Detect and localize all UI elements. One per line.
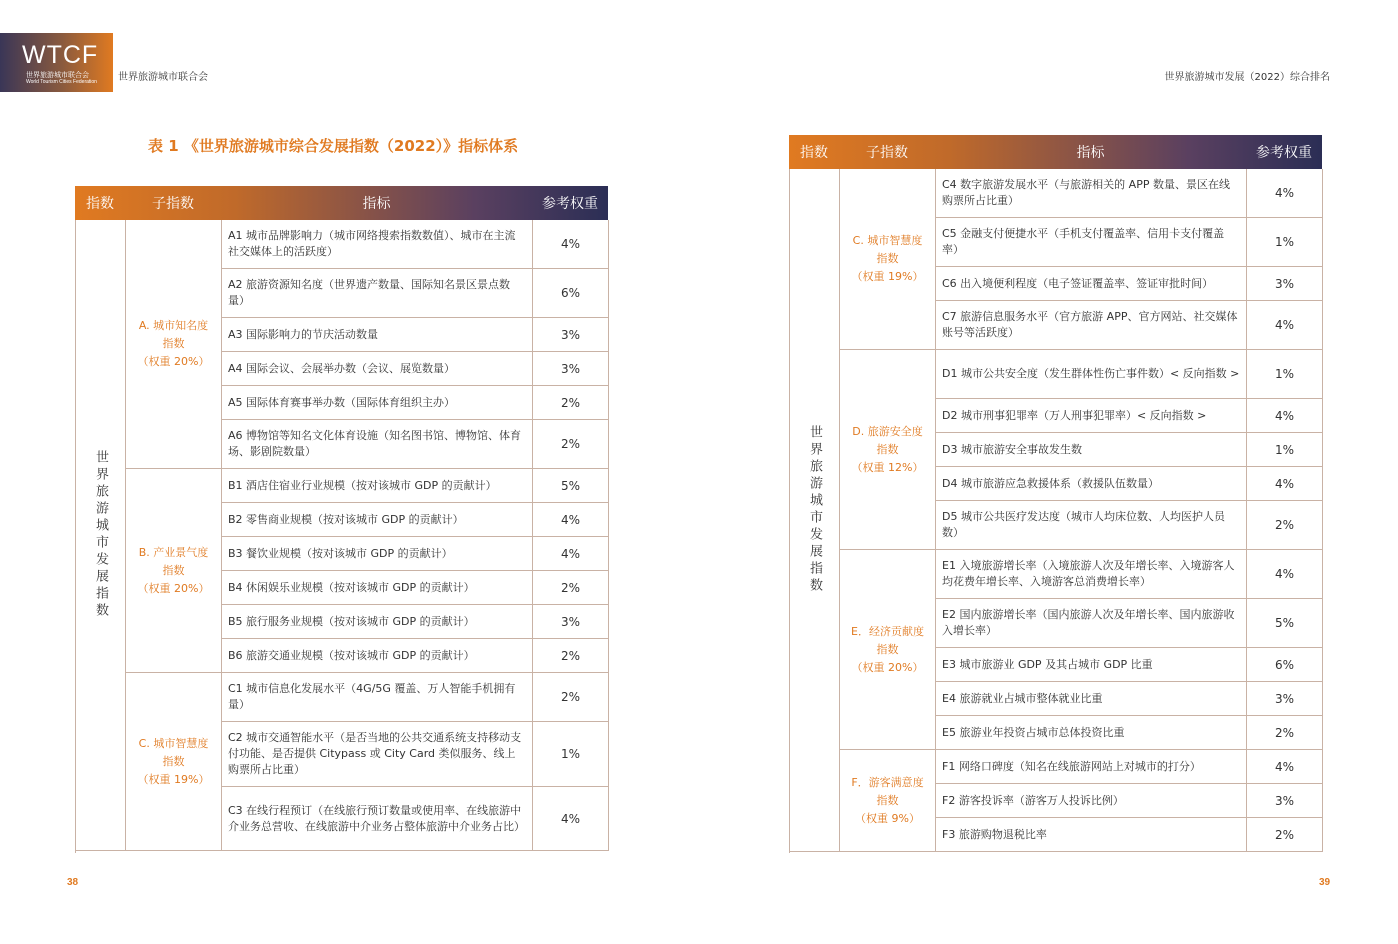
weight-cell: 4% xyxy=(1247,301,1323,350)
organization-name: 世界旅游城市联合会 xyxy=(118,72,208,83)
header-index: 指数 xyxy=(86,196,114,212)
weight-cell: 3% xyxy=(1247,784,1323,818)
index-cell xyxy=(76,220,126,851)
wtcf-logo xyxy=(0,33,113,92)
indicator-cell: B6 旅游交通业规模（按对该城市 GDP 的贡献计） xyxy=(222,639,533,673)
indicator-cell: C4 数字旅游发展水平（与旅游相关的 APP 数量、景区在线购票所占比重） xyxy=(936,169,1247,218)
indicator-cell: E5 旅游业年投资占城市总体投资比重 xyxy=(936,716,1247,750)
page-number-left: 38 xyxy=(67,877,79,888)
indicator-cell: D2 城市刑事犯罪率（万人刑事犯罪率）< 反向指数 > xyxy=(936,399,1247,433)
table-body xyxy=(789,169,1322,853)
sub-index-cell: D. 旅游安全度 指数 （权重 12%） xyxy=(840,350,936,550)
sub-index-cell: E．经济贡献度 指数 （权重 20%） xyxy=(840,550,936,750)
indicator-cell: C5 金融支付便捷水平（手机支付覆盖率、信用卡支付覆盖率） xyxy=(936,218,1247,267)
weight-cell: 4% xyxy=(533,787,609,851)
weight-cell: 3% xyxy=(1247,682,1323,716)
indicator-table-left xyxy=(75,186,608,853)
weight-cell: 2% xyxy=(533,386,609,420)
header-sub-index: 子指数 xyxy=(152,196,194,212)
indicator-cell: C3 在线行程预订（在线旅行预订数量或使用率、在线旅游中介业务总营收、在线旅游中介业务占整体旅游中介业务占比） xyxy=(222,787,533,851)
logo-chinese-name: 世界旅游城市联合会 xyxy=(26,71,89,79)
weight-cell: 4% xyxy=(533,537,609,571)
indicator-cell: C7 旅游信息服务水平（官方旅游 APP、官方网站、社交媒体账号等活跃度） xyxy=(936,301,1247,350)
table-body xyxy=(75,220,608,853)
weight-cell: 6% xyxy=(533,269,609,318)
sub-index-cell: C. 城市智慧度 指数 （权重 19%） xyxy=(126,673,222,851)
weight-cell: 3% xyxy=(533,318,609,352)
indicator-cell: F1 网络口碑度（知名在线旅游网站上对城市的打分） xyxy=(936,750,1247,784)
header-weight: 参考权重 xyxy=(542,196,598,212)
indicator-cell: F2 游客投诉率（游客万人投诉比例） xyxy=(936,784,1247,818)
logo-english-name: World Tourism Cities Federation xyxy=(26,79,97,85)
weight-cell: 5% xyxy=(1247,599,1323,648)
indicator-cell: B2 零售商业规模（按对该城市 GDP 的贡献计） xyxy=(222,503,533,537)
weight-cell: 1% xyxy=(1247,350,1323,399)
indicator-cell: E3 城市旅游业 GDP 及其占城市 GDP 比重 xyxy=(936,648,1247,682)
indicator-cell: E1 入境旅游增长率（入境旅游人次及年增长率、入境游客人均花费年增长率、入境游客总消费增长率） xyxy=(936,550,1247,599)
weight-cell: 4% xyxy=(1247,169,1323,218)
indicator-cell: D5 城市公共医疗发达度（城市人均床位数、人均医护人员数） xyxy=(936,501,1247,550)
weight-cell: 4% xyxy=(533,503,609,537)
weight-cell: 4% xyxy=(1247,750,1323,784)
indicator-cell: E2 国内旅游增长率（国内旅游人次及年增长率、国内旅游收入增长率） xyxy=(936,599,1247,648)
weight-cell: 3% xyxy=(533,605,609,639)
indicator-cell: B4 休闲娱乐业规模（按对该城市 GDP 的贡献计） xyxy=(222,571,533,605)
weight-cell: 2% xyxy=(533,673,609,722)
weight-cell: 2% xyxy=(1247,501,1323,550)
indicator-cell: E4 旅游就业占城市整体就业比重 xyxy=(936,682,1247,716)
weight-cell: 2% xyxy=(533,639,609,673)
indicator-cell: C6 出入境便利程度（电子签证覆盖率、签证审批时间） xyxy=(936,267,1247,301)
indicator-cell: B5 旅行服务业规模（按对该城市 GDP 的贡献计） xyxy=(222,605,533,639)
indicator-cell: F3 旅游购物退税比率 xyxy=(936,818,1247,852)
index-cell xyxy=(790,169,840,852)
logo-wordmark: WTCF xyxy=(22,41,99,69)
indicator-cell: C1 城市信息化发展水平（4G/5G 覆盖、万人智能手机拥有量） xyxy=(222,673,533,722)
indicator-cell: D3 城市旅游安全事故发生数 xyxy=(936,433,1247,467)
sub-index-cell: F．游客满意度 指数 （权重 9%） xyxy=(840,750,936,852)
weight-cell: 4% xyxy=(1247,550,1323,599)
weight-cell: 4% xyxy=(1247,399,1323,433)
sub-index-cell: B. 产业景气度 指数 （权重 20%） xyxy=(126,469,222,673)
indicator-cell: B1 酒店住宿业行业规模（按对该城市 GDP 的贡献计） xyxy=(222,469,533,503)
table-header xyxy=(75,186,608,220)
header-sub-index: 子指数 xyxy=(866,145,908,161)
weight-cell: 4% xyxy=(533,220,609,269)
page-number-right: 39 xyxy=(1319,877,1331,888)
header-weight: 参考权重 xyxy=(1256,145,1312,161)
indicator-cell: A3 国际影响力的节庆活动数量 xyxy=(222,318,533,352)
weight-cell: 1% xyxy=(1247,218,1323,267)
weight-cell: 2% xyxy=(1247,818,1323,852)
weight-cell: 2% xyxy=(1247,716,1323,750)
weight-cell: 1% xyxy=(533,722,609,787)
indicator-cell: C2 城市交通智能水平（是否当地的公共交通系统支持移动支付功能、是否提供 Citypass 或 City Card 类似服务、线上购票所占比重） xyxy=(222,722,533,787)
weight-cell: 5% xyxy=(533,469,609,503)
weight-cell: 4% xyxy=(1247,467,1323,501)
weight-cell: 6% xyxy=(1247,648,1323,682)
indicator-table-right xyxy=(789,135,1322,853)
report-title: 世界旅游城市发展（2022）综合排名 xyxy=(1164,72,1330,83)
sub-index-cell: C. 城市智慧度 指数 （权重 19%） xyxy=(840,169,936,350)
indicator-cell: A4 国际会议、会展举办数（会议、展览数量） xyxy=(222,352,533,386)
indicator-cell: A1 城市品牌影响力（城市网络搜索指数数值）、城市在主流社交媒体上的活跃度） xyxy=(222,220,533,269)
weight-cell: 2% xyxy=(533,420,609,469)
header-index: 指数 xyxy=(800,145,828,161)
indicator-cell: B3 餐饮业规模（按对该城市 GDP 的贡献计） xyxy=(222,537,533,571)
indicator-cell: D4 城市旅游应急救援体系（救援队伍数量） xyxy=(936,467,1247,501)
weight-cell: 1% xyxy=(1247,433,1323,467)
header-indicator: 指标 xyxy=(1076,145,1105,161)
index-label: 世界旅游城市发展指数 xyxy=(807,425,822,595)
weight-cell: 2% xyxy=(533,571,609,605)
indicator-cell: D1 城市公共安全度（发生群体性伤亡事件数）< 反向指数 > xyxy=(936,350,1247,399)
indicator-cell: A6 博物馆等知名文化体育设施（知名图书馆、博物馆、体育场、影剧院数量） xyxy=(222,420,533,469)
weight-cell: 3% xyxy=(1247,267,1323,301)
sub-index-cell: A. 城市知名度 指数 （权重 20%） xyxy=(126,220,222,469)
table-title: 表 1 《世界旅游城市综合发展指数（2022）》指标体系 xyxy=(148,137,519,155)
header-indicator: 指标 xyxy=(362,196,391,212)
indicator-cell: A2 旅游资源知名度（世界遗产数量、国际知名景区景点数量） xyxy=(222,269,533,318)
table-header xyxy=(789,135,1322,169)
indicator-cell: A5 国际体育赛事举办数（国际体育组织主办） xyxy=(222,386,533,420)
weight-cell: 3% xyxy=(533,352,609,386)
index-label: 世界旅游城市发展指数 xyxy=(93,450,108,620)
